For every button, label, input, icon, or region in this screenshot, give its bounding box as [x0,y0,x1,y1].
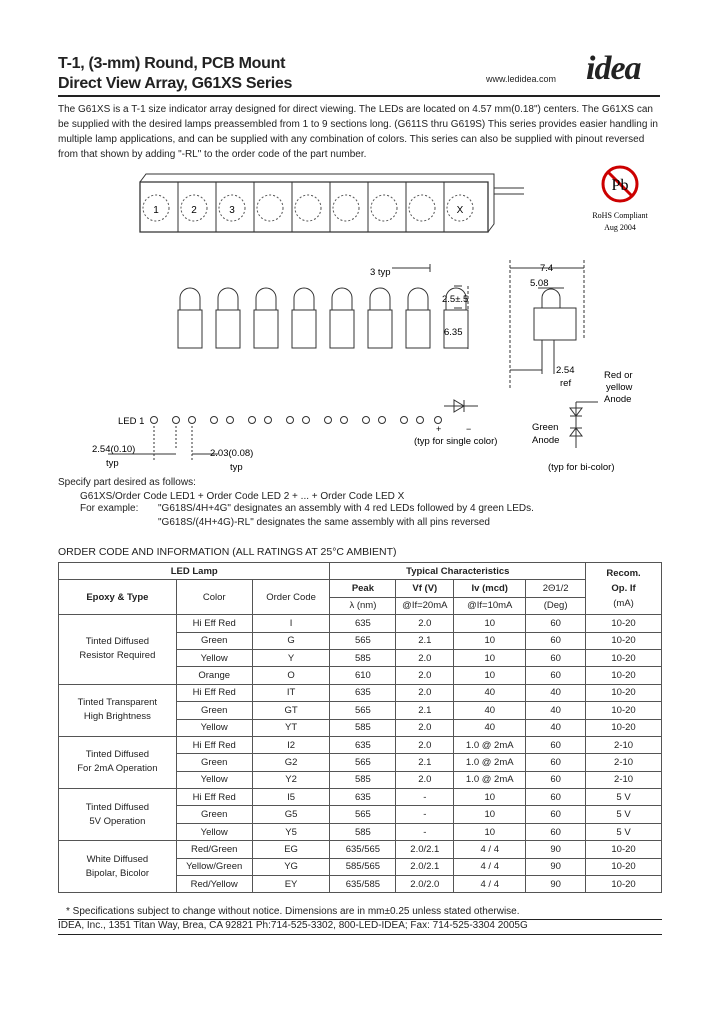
op-if-cell: 10-20 [586,702,662,719]
color-cell: Yellow [176,823,252,840]
col-color: Color [176,580,252,615]
epoxy-type-line: For 2mA Operation [77,763,158,775]
peak-cell: 585 [330,771,396,788]
polarity-plus: + [436,424,442,434]
order-code-cell: Y2 [252,771,330,788]
order-table-body [59,615,662,893]
epoxy-type-cell [59,736,177,788]
vf-cell: 2.0 [396,649,454,666]
color-cell: Green [176,806,252,823]
unit-vf: @If=20mA [396,597,454,614]
pitch-2-54: 2.54(0.10) [92,444,136,455]
led-number-2: 2 [191,205,197,216]
theta-cell: 60 [526,615,586,632]
footer-divider-bottom [58,934,662,935]
iv-cell: 10 [454,615,526,632]
order-code-table [58,562,662,893]
iv-cell: 10 [454,667,526,684]
order-code-cell: GT [252,702,330,719]
array-end-view [510,260,584,389]
peak-cell: 610 [330,667,396,684]
iv-cell: 1.0 @ 2mA [454,771,526,788]
theta-cell: 90 [526,858,586,875]
specify-line-2: G61XS/Order Code LED1 + Order Code LED 2 + ... + Order Code LED X [80,491,405,502]
peak-cell: 565 [330,806,396,823]
color-cell: Green [176,754,252,771]
theta-cell: 60 [526,754,586,771]
color-cell: Yellow [176,771,252,788]
color-cell: Yellow/Green [176,858,252,875]
anode-label-1: Anode [604,394,632,405]
order-code-cell: EG [252,841,330,858]
epoxy-type-cell [59,841,177,893]
led-number-x: X [456,205,464,216]
vf-cell: 2.0/2.1 [396,841,454,858]
unit-iv: @If=10mA [454,597,526,614]
specify-example-label: For example: [80,503,139,514]
dim-2-5: 2.5±.5 [442,294,469,305]
website-link[interactable]: www.ledidea.com [486,74,557,84]
op-if-cell: 10-20 [586,632,662,649]
footnote: * Specifications subject to change without notice. Dimensions are in mm±0.25 unless stated otherwise. [66,906,520,917]
op-if-cell: 2-10 [586,771,662,788]
iv-cell: 10 [454,806,526,823]
vf-cell: - [396,823,454,840]
color-cell: Orange [176,667,252,684]
theta-cell: 40 [526,684,586,701]
unit-peak: λ (nm) [330,597,396,614]
order-code-cell: EY [252,876,330,893]
idea-logo: idea [586,50,641,87]
vf-cell: 2.0 [396,615,454,632]
epoxy-type-line: Tinted Diffused [85,801,150,813]
green-label: Green [532,422,559,433]
typ-bi-color: (typ for bi-color) [548,462,615,473]
iv-cell: 10 [454,632,526,649]
table-row [59,615,662,632]
peak-cell: 585 [330,823,396,840]
vf-cell: 2.0 [396,719,454,736]
red-or-label: Red or [604,370,633,381]
order-code-cell: I5 [252,789,330,806]
pitch-2-03-typ: typ [230,462,243,473]
iv-cell: 10 [454,649,526,666]
epoxy-type-line: High Brightness [83,711,151,723]
op-if-cell: 10-20 [586,615,662,632]
col-iv: Iv (mcd) [454,580,526,597]
theta-cell: 60 [526,789,586,806]
theta-cell: 60 [526,806,586,823]
dim-ref: ref [560,378,572,389]
epoxy-type-line: Tinted Transparent [77,697,158,709]
recom-label: Recom. [606,568,641,580]
order-code-cell: IT [252,684,330,701]
vf-cell: 2.0/2.0 [396,876,454,893]
vf-cell: - [396,789,454,806]
iv-cell: 10 [454,823,526,840]
header-divider [58,95,660,97]
epoxy-type-line: Tinted Diffused [85,636,150,648]
pcb-layout [92,400,497,473]
col-vf: Vf (V) [396,580,454,597]
array-side-view [178,264,468,350]
vf-cell: - [396,806,454,823]
peak-cell: 635/585 [330,876,396,893]
opif-unit: (mA) [613,598,634,610]
intro-paragraph: The G61XS is a T-1 size indicator array designed for direct viewing. The LEDs are located on 4.57 mm(0.18") centers. The G61XS can be supplied with the desired lamps preassembled from 1 to 9 sections long. (G611S thru G619S) This series provides easier handling in multiple lamp applications, and can be supplied with any combination of colors. This series can also be supplied with pinout reversed from that shown by adding "-RL" to the order code of the part number. [58,104,658,160]
op-if-cell: 5 V [586,789,662,806]
typ-single-color: (typ for single color) [414,436,498,447]
dim-6-35: 6.35 [444,327,463,338]
op-if-cell: 5 V [586,823,662,840]
dim-3typ: 3 typ [370,267,391,278]
color-cell: Green [176,702,252,719]
peak-cell: 585 [330,649,396,666]
op-if-cell: 10-20 [586,649,662,666]
color-cell: Green [176,632,252,649]
peak-cell: 635/565 [330,841,396,858]
unit-theta: (Deg) [526,597,586,614]
theta-cell: 60 [526,823,586,840]
peak-cell: 585 [330,719,396,736]
color-cell: Hi Eff Red [176,615,252,632]
col-peak: Peak [330,580,396,597]
op-if-cell: 10-20 [586,667,662,684]
theta-cell: 60 [526,736,586,753]
epoxy-type-line: Bipolar, Bicolor [85,867,150,879]
peak-cell: 635 [330,789,396,806]
theta-cell: 40 [526,719,586,736]
order-code-cell: Y [252,649,330,666]
epoxy-type-line: Tinted Diffused [85,749,150,761]
epoxy-type-cell [59,684,177,736]
polarity-minus: − [466,424,472,434]
yellow-label: yellow [606,382,633,393]
header-row-1 [59,563,662,580]
header-row-2 [59,580,662,597]
op-if-cell: 10-20 [586,684,662,701]
array-front-view [140,174,524,232]
epoxy-type-line: White Diffused [86,853,149,865]
theta-cell: 60 [526,632,586,649]
dim-5-08: 5.08 [530,278,549,289]
col-recom [586,563,662,615]
theta-cell: 60 [526,771,586,788]
dim-2-54: 2.54 [556,365,575,376]
order-code-cell: YT [252,719,330,736]
vf-cell: 2.0 [396,736,454,753]
rohs-badge [592,167,648,232]
pitch-2-54-typ: typ [106,458,119,469]
peak-cell: 565 [330,632,396,649]
vf-cell: 2.1 [396,632,454,649]
order-code-cell: G2 [252,754,330,771]
color-cell: Yellow [176,719,252,736]
dimension-drawing [58,158,662,478]
order-code-cell: I [252,615,330,632]
table-row [59,736,662,753]
company-address: IDEA, Inc., 1351 Titan Way, Brea, CA 92821 Ph:714-525-3302, 800-LED-IDEA; Fax: 714-525-3304 2005G [58,920,528,931]
bicolor-schematic [532,370,633,473]
iv-cell: 10 [454,789,526,806]
iv-cell: 1.0 @ 2mA [454,736,526,753]
color-cell: Red/Green [176,841,252,858]
theta-cell: 60 [526,667,586,684]
led-number-3: 3 [229,205,235,216]
color-cell: Hi Eff Red [176,789,252,806]
specify-line-1: Specify part desired as follows: [58,477,196,488]
order-code-cell: G [252,632,330,649]
page-title: T-1, (3-mm) Round, PCB Mount [58,55,286,72]
table-row [59,789,662,806]
col-led-lamp: LED Lamp [59,563,330,580]
op-if-cell: 10-20 [586,719,662,736]
iv-cell: 40 [454,719,526,736]
table-row [59,841,662,858]
rohs-date-text: Aug 2004 [604,223,636,232]
vf-cell: 2.0 [396,684,454,701]
led1-label: LED 1 [118,416,145,427]
order-code-cell: G5 [252,806,330,823]
epoxy-type-line: Resistor Required [79,650,156,662]
op-if-cell: 5 V [586,806,662,823]
iv-cell: 4 / 4 [454,876,526,893]
vf-cell: 2.0/2.1 [396,858,454,875]
pb-symbol: Pb [611,177,629,194]
color-cell: Red/Yellow [176,876,252,893]
theta-cell: 90 [526,841,586,858]
anode-label-2: Anode [532,435,560,446]
iv-cell: 40 [454,684,526,701]
op-if-cell: 2-10 [586,754,662,771]
peak-cell: 565 [330,754,396,771]
order-code-cell: YG [252,858,330,875]
table-row [59,684,662,701]
dim-7-4: 7.4 [540,263,554,274]
order-code-cell: I2 [252,736,330,753]
rohs-compliant-text: RoHS Compliant [592,211,648,220]
peak-cell: 635 [330,684,396,701]
op-if-cell: 2-10 [586,736,662,753]
col-typical: Typical Characteristics [330,563,586,580]
specify-line-3: "G618S/4H+4G" designates an assembly with 4 red LEDs followed by 4 green LEDs. [158,503,534,514]
col-order-code: Order Code [252,580,330,615]
peak-cell: 565 [330,702,396,719]
theta-cell: 40 [526,702,586,719]
pitch-2-03: 2.03(0.08) [210,448,254,459]
iv-cell: 40 [454,702,526,719]
color-cell: Hi Eff Red [176,736,252,753]
color-cell: Yellow [176,649,252,666]
epoxy-type-cell [59,789,177,841]
opif-label: Op. If [611,583,636,595]
order-code-cell: Y5 [252,823,330,840]
peak-cell: 635 [330,615,396,632]
op-if-cell: 10-20 [586,876,662,893]
vf-cell: 2.0 [396,771,454,788]
op-if-cell: 10-20 [586,841,662,858]
vf-cell: 2.1 [396,702,454,719]
col-theta: 2Θ1/2 [526,580,586,597]
iv-cell: 4 / 4 [454,858,526,875]
color-cell: Hi Eff Red [176,684,252,701]
theta-cell: 60 [526,649,586,666]
peak-cell: 635 [330,736,396,753]
iv-cell: 4 / 4 [454,841,526,858]
order-section-title: ORDER CODE AND INFORMATION (ALL RATINGS AT 25°C AMBIENT) [58,546,397,558]
order-code-cell: O [252,667,330,684]
op-if-cell: 10-20 [586,858,662,875]
page-subtitle: Direct View Array, G61XS Series [58,75,293,92]
epoxy-type-line: 5V Operation [89,815,146,827]
theta-cell: 90 [526,876,586,893]
iv-cell: 1.0 @ 2mA [454,754,526,771]
epoxy-type-cell [59,615,177,685]
vf-cell: 2.0 [396,667,454,684]
led-number-1: 1 [153,205,159,216]
vf-cell: 2.1 [396,754,454,771]
specify-line-4: "G618S/(4H+4G)-RL" designates the same assembly with all pins reversed [158,517,490,528]
col-epoxy: Epoxy & Type [59,580,177,615]
peak-cell: 585/565 [330,858,396,875]
